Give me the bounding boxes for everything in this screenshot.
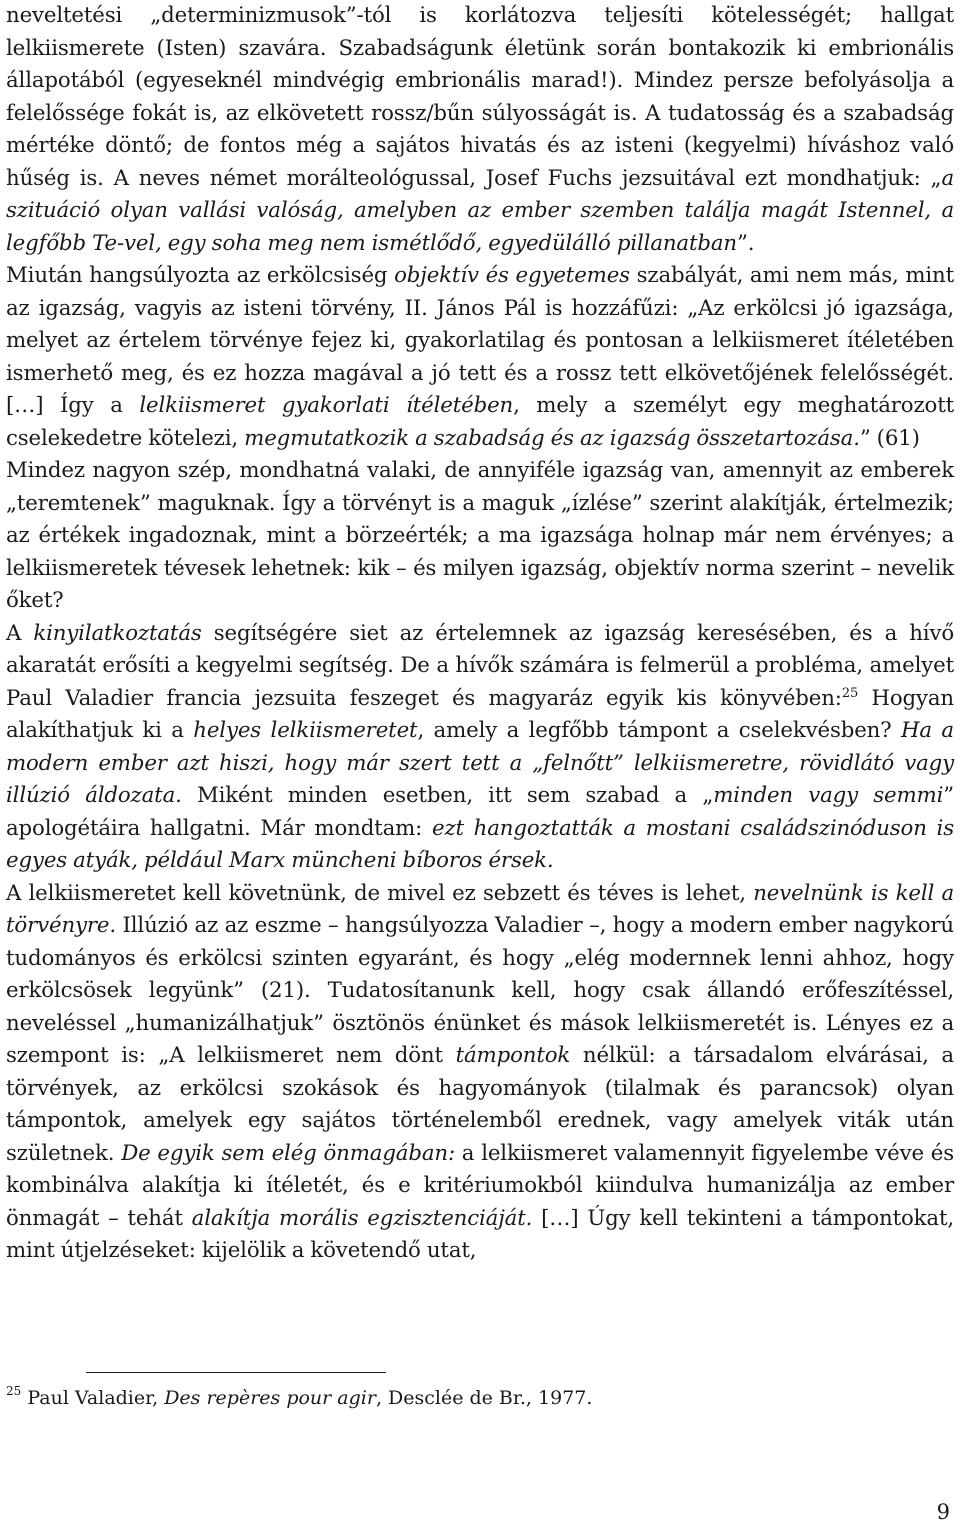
- italic-text: lelkiismeret gyakorlati ítéletében: [139, 393, 514, 418]
- italic-text: támpontok: [455, 1043, 571, 1068]
- page-number: 9: [936, 1500, 950, 1524]
- text-run: A: [6, 620, 34, 646]
- footnote-author: Paul Valadier,: [21, 1387, 165, 1409]
- text-run: A lelkiismeretet kell követnünk, de mivel ez sebzett és téves is lehet,: [6, 880, 754, 906]
- text-run: ” (61): [859, 425, 920, 451]
- document-page: [6, 0, 954, 1530]
- paragraph: [6, 878, 954, 1268]
- italic-text: nevelnünk is kell a törvényre.: [6, 880, 954, 938]
- text-run: nélkül: a társadalom elvárásai, a törvények, az erkölcsi szokások és hagyományok (tilalmak és parancsok) olyan támpontok, amelyek egy sajátos történelemből erednek, vagy amelyek viták után születnek.: [6, 1043, 954, 1166]
- text-run: Miután hangsúlyozta az erkölcsiség: [6, 263, 395, 288]
- italic-text: helyes lelkiismeretet: [193, 718, 418, 743]
- italic-text: a szituáció olyan vallási valóság, amelyben az ember szemben találja magát Istennel, a legfőbb Te-vel, egy soha meg nem ismétlődő, egyedülálló pillanatban: [6, 165, 954, 256]
- text-run: Mindez nagyon szép, mondhatná valaki, de annyiféle igazság van, amennyit az emberek „teremtenek” maguknak. Így a törvényt is a maguk „ízlése” szerint alakítják, értelmezik; az értékek ingadoznak, mint a börzeérték; a ma igazsága holnap már nem érvényes; a lelkiismeretek tévesek lehetnek: kik – és milyen igazság, objektív norma szerint – nevelik őket?: [6, 458, 954, 613]
- footnote: [6, 1385, 954, 1411]
- text-run: Miként minden esetben, itt sem szabad a „: [181, 783, 714, 808]
- italic-text: alakítja morális egzisztenciáját.: [191, 1205, 533, 1231]
- text-run: , mely a személyt egy meghatározott cselekedetre kötelezi,: [6, 393, 955, 451]
- italic-text: objektív és egyetemes: [394, 263, 630, 288]
- text-run: Hogyan alakíthatjuk ki a: [6, 685, 954, 743]
- italic-text: minden vagy semmi: [713, 783, 944, 808]
- paragraph: [6, 618, 954, 878]
- text-run: , amely a legfőbb támpont a cselekvésben?: [417, 718, 901, 743]
- text-run: ”.: [736, 230, 755, 256]
- text-run: neveltetési „determinizmusok”-tól is korlátozva teljesíti kötelességét; hallgat lelkiismerete (Isten) szavára. Szabadságunk életünk során bontakozik ki embrionális állapotából (egyeseknél mindvégig embrionális marad!). Mindez persze befolyásolja a felelőssége fokát is, az elkövetett rossz/bűn súlyosságát is. A tudatosság és a szabadság mértéke döntő; de fontos még a sajátos hivatás és az isteni (kegyelmi) híváshoz való hűség is. A neves német morálteológussal, Josef Fuchs jezsuitával ezt mondhatjuk: „: [6, 3, 954, 191]
- text-run: szabályát, ami nem más, mint az igazság, vagyis az isteni törvény, II. János Pál is hozzáfűzi: „Az erkölcsi jó igazsága, melyet az értelem törvénye fejez ki, gyakorlatilag és pontosan a lelkiismeret ítéletében ismerhető meg, és ez hozza magával a jó tett és a rossz tett elkövetőjének felelősségét. […] Így a: [6, 263, 954, 418]
- body-text: [6, 0, 954, 1268]
- text-run: a lelkiismeret valamennyit figyelembe véve és kombinálva alakítja ki ítéletét, és e kritériumokból kiindulva humanizálja az ember önmagát – tehát: [6, 1140, 955, 1231]
- italic-text: ezt hangoztatták a mostani családszinóduson is egyes atyák, például Marx müncheni bíboros érsek.: [6, 815, 954, 873]
- italic-text: Ha a modern ember azt hiszi, hogy már szert tett a „felnőtt” lelkiismeretre, rövidlátó vagy illúzió áldozata.: [6, 718, 954, 808]
- footnote-number: 25: [6, 1384, 22, 1398]
- paragraph: [6, 260, 954, 455]
- footnote-separator: [86, 1372, 386, 1373]
- footnote-title: Des repères pour agir: [164, 1387, 376, 1409]
- text-run: Illúzió az az eszme – hangsúlyozza Valadier –, hogy a modern ember nagykorú tudományos és erkölcsi szinten egyaránt, és hogy „elég modernnek lenni ahhoz, hogy erkölcsösek legyünk” (21). Tudatosítanunk kell, hogy csak állandó erőfeszítéssel, neveléssel „humanizálhatjuk” ösztönös énünket és mások lelkiismeretét is. Lényes ez a szempont is: „A lelkiismeret nem dönt: [6, 913, 954, 1068]
- footnote-rest: , Desclée de Br., 1977.: [375, 1387, 593, 1409]
- italic-text: De egyik sem elég önmagában:: [121, 1140, 455, 1166]
- italic-text: kinyilatkoztatás: [33, 620, 202, 646]
- text-run: segítségére siet az értelemnek az igazság keresésében, és a hívő akaratát erősíti a kegyelmi segítség. De a hívők számára is felmerül a probléma, amelyet Paul Valadier francia jezsuita feszeget és magyaráz egyik kis könyvében:: [6, 620, 954, 711]
- paragraph: [6, 455, 954, 618]
- footnote-reference: 25: [841, 685, 859, 701]
- italic-text: megmutatkozik a szabadság és az igazság összetartozása.: [244, 425, 860, 451]
- text-run: […] Úgy kell tekinteni a támpontokat, mint útjelzéseket: kijelölik a követendő utat,: [6, 1205, 954, 1263]
- text-run: ” apologétáira hallgatni. Már mondtam:: [6, 783, 954, 841]
- paragraph: [6, 0, 954, 260]
